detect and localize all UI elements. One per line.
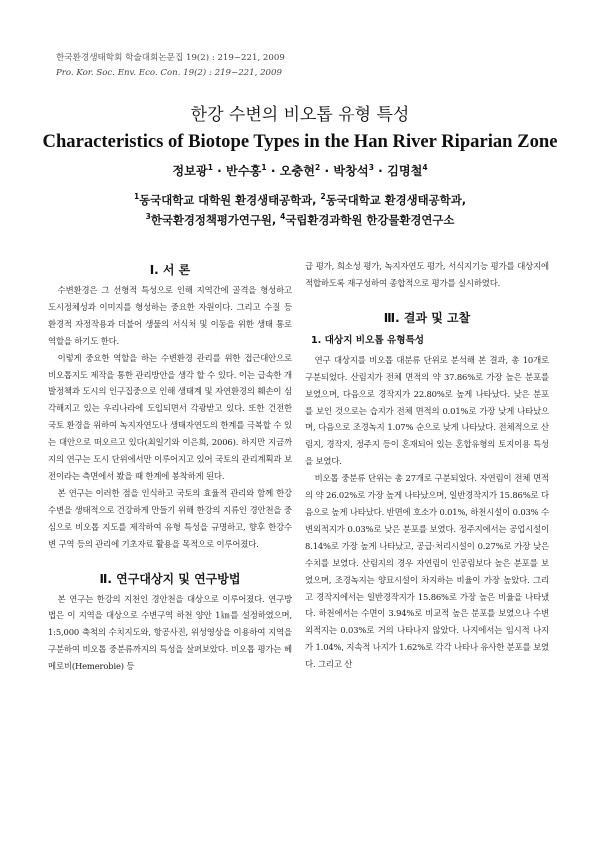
affil-mark: 1 — [133, 192, 140, 202]
author-separator: · — [373, 164, 388, 178]
affiliation: 동국대학교 대학원 환경생태공학과, — [139, 193, 321, 207]
title-english: Characteristics of Biotope Types in the Han River Riparian Zone — [42, 131, 558, 152]
journal-citation-korean: 한국환경생태학회 학술대회논문집 19(2) : 219~221, 2009 — [56, 53, 285, 63]
author-separator: · — [320, 164, 334, 178]
affil-mark: 2 — [320, 192, 326, 202]
methods-paragraph-1: 본 연구는 한강의 지천인 경안천을 대상으로 이루어졌다. 연구방법은 이 지역을 대상으로 수변구역 하천 양안 1㎞를 설정하였으며, 1:5,000 축척의 수치지도와, 항공사진, 위성영상을 이용하여 지역을 구분하여 비오톱 중분류까지의 특성을 살펴보았다. 비오톱 평가는 헤메로비(Hemerobie) 등 — [48, 593, 292, 672]
journal-citation-english: Pro. Kor. Soc. Env. Eco. Con. 19(2) : 219~221, 2009 — [56, 68, 282, 78]
section-heading-introduction: Ⅰ. 서 론 — [149, 263, 191, 277]
left-column — [48, 258, 292, 675]
author-affil-mark: 4 — [422, 162, 428, 172]
methods-paragraph-continued: 급 평가, 희소성 평가, 녹지자연도 평가, 서식지기능 평가를 대상지에 적합하도록 재구성하여 종합적으로 평가를 실시하였다. — [305, 261, 549, 288]
affiliation: 국립환경과학원 한강물환경연구소 — [285, 213, 455, 227]
subsection-heading-biotope-types: 1. 대상지 비오톱 유형특성 — [311, 334, 425, 346]
results-paragraph-1: 연구 대상지를 비오톱 대분류 단위로 분석해 본 결과, 총 10개로 구분되었다. 산림지가 전체 면적의 약 37.86%로 가장 높은 분포를 보였으며, 다음으로 경작지가 22.80%로 높게 나타났다. 낮은 분포를 보인 것으로는 습지가 전체 면적의 0.01%로 가장 낮게 나타났으며, 다음으로 조경녹지 1.07% 순으로 낮게 나타났다. 전체적으로 산림지, 경작지, 정주지 등이 혼재되어 있는 혼합유형의 토지이용 특성을 보였다. — [305, 354, 549, 467]
intro-paragraph-2: 이렇게 중요한 역할을 하는 수변환경 관리를 위한 접근대안으로 비오톱지도 제작을 통한 관리방안을 생각 할 수 있다. 이는 급속한 개발정책과 도시의 인구집중으로 인해 생태계 및 자연환경의 훼손이 심각해지고 있는 우리나라에 도입되면서 각광받고 있다. 또한 건전한 국토 환경을 위하여 녹지자연도나 생태자연도의 한계를 극복할 수 있는 대안으로 떠오르고 있다(최일기와 이은희, 2006). 하지만 지금까지의 연구는 도시 단위에서만 이루어지고 있어 국토의 관리계획과 보전이라는 측면에서 봤을 때 한계에 봉착하게 된다. — [48, 352, 292, 481]
author-separator: · — [266, 164, 280, 178]
affiliation-line-2 — [0, 212, 600, 228]
author-name: 김명철 — [387, 164, 423, 178]
author-separator: · — [212, 164, 227, 178]
author-name: 오충현 — [279, 164, 316, 178]
intro-paragraph-3: 본 연구는 이러한 점을 인식하고 국토의 효율적 관리와 함께 한강수변을 생태적으로 건강하게 만들기 위해 한강의 지류인 경안천을 중심으로 비오톱 지도를 제작하여 유형 특성을 규명하고, 향후 한강수변 구역 등의 관리에 기초자료 활용을 목적으로 이루어졌다. — [48, 487, 292, 549]
affiliation-line-1 — [0, 192, 600, 208]
affiliation: 한국환경정책평가연구원, — [150, 213, 281, 227]
author-affil-mark: 1 — [261, 162, 267, 172]
section-heading-results: Ⅲ. 결과 및 고찰 — [383, 310, 471, 325]
author-name: 반수홍 — [226, 164, 262, 178]
author-name: 박창석 — [333, 164, 369, 178]
affiliation: 동국대학교 환경생태공학과, — [325, 193, 467, 207]
affil-mark: 4 — [280, 212, 286, 222]
author-affil-mark: 1 — [207, 162, 213, 172]
author-affil-mark: 3 — [368, 162, 374, 172]
results-paragraph-2: 비오톱 중분류 단위는 총 27개로 구분되었다. 자연림이 전체 면적의 약 26.02%로 가장 높게 나타났으며, 일반경작지가 15.86%로 다음으로 높게 나타났다. 반면에 호소가 0.01%, 하천시설이 0.03% 수변외적지가 0.03%로 낮은 분포를 보였다. 정주지에서는 공업시설이 8.14%로 가장 높게 나타났고, 공급·처리시설이 0.27%로 가장 낮은 수치를 보였다. 산림지의 경우 자연림이 인공림보다 높은 분포를 보였으며, 조경녹지는 양묘시설이 차지하는 비율이 가장 높았다. 그리고 경작지에서는 일반경작지가 15.86%로 가장 높은 비율을 나타냈다. 하천에서는 수면이 3.94%로 비교적 높은 분포를 보였으나 수변외적지는 0.03%로 거의 나타나지 않았다. 나지에서는 임시적 나지가 1.04%, 지속적 나지가 1.62%로 각각 나타나 유사한 분포를 보였다. 그리고 산 — [305, 473, 549, 670]
author-affil-mark: 2 — [315, 162, 321, 172]
right-column — [305, 258, 549, 673]
intro-paragraph-1: 수변환경은 그 선형적 특성으로 인해 지역간에 골격을 형성하고 도시정체성과 이미지를 형성하는 중요한 자원이다. 그리고 수질 등 환경적 자정작용과 더불어 생물의 서식처 및 이동을 위한 생태 통로 역할을 하기도 한다. — [48, 285, 292, 346]
section-heading-methods: Ⅱ. 연구대상지 및 연구방법 — [99, 571, 241, 586]
author-name: 정보광 — [172, 164, 208, 178]
journal-header — [56, 51, 536, 81]
title-korean: 한강 수변의 비오톱 유형 특성 — [190, 105, 410, 125]
affil-mark: 3 — [145, 212, 151, 222]
author-list — [0, 162, 600, 179]
